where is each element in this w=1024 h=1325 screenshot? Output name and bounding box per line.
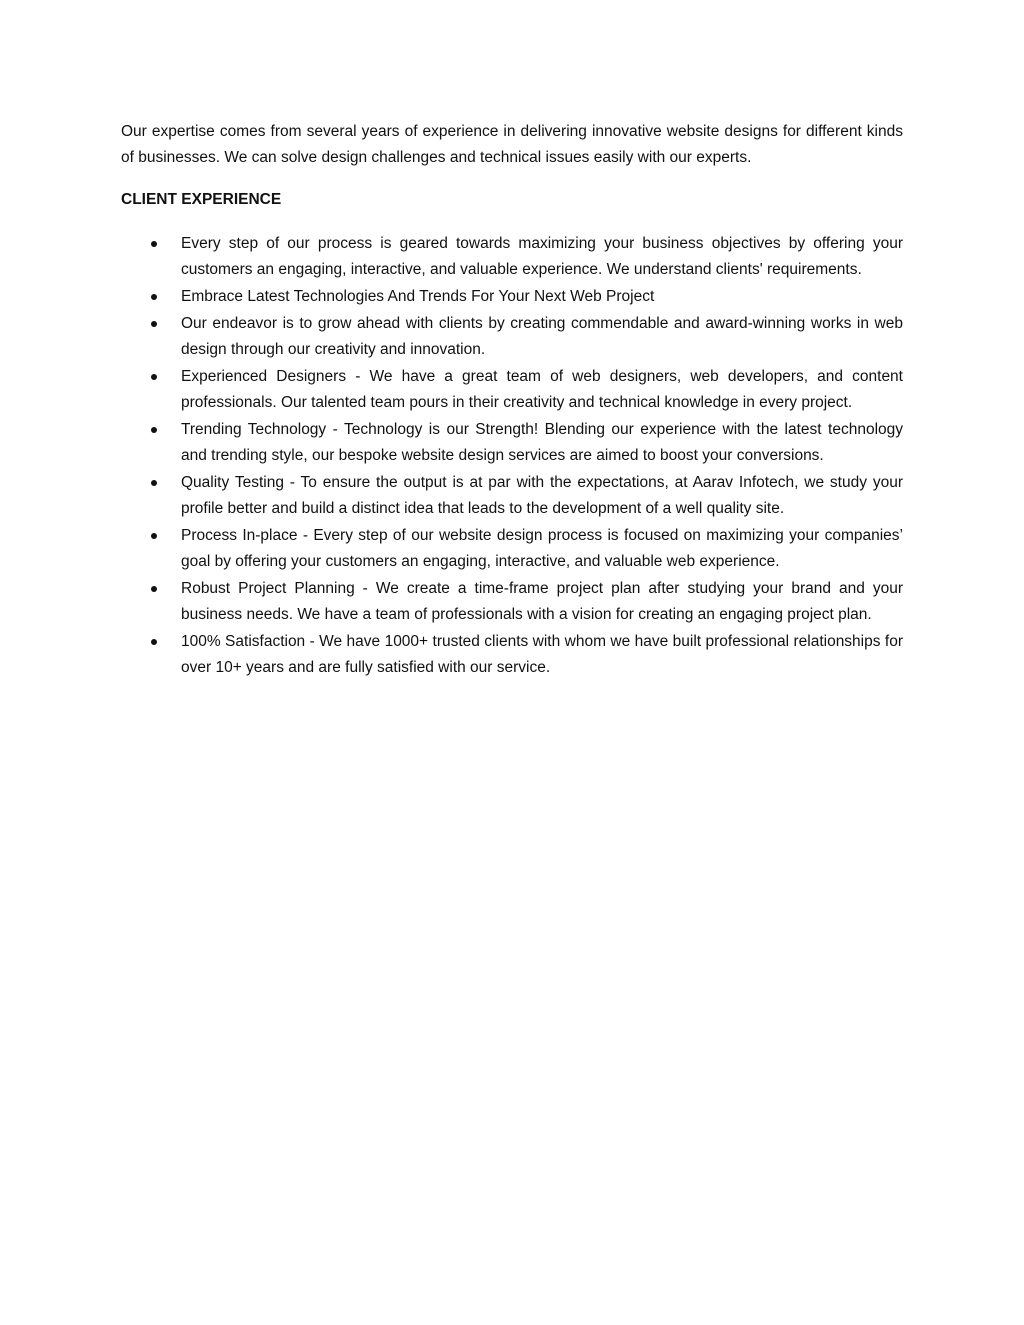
bullet-text: Trending Technology - Technology is our Strength! Blending our experience with the latest technology and trending style, our bespoke website design services are aimed to boost your conversions. [181, 421, 903, 464]
bullet-icon [151, 639, 157, 645]
bullet-text: Our endeavor is to grow ahead with clients by creating commendable and award-winning works in web design through our creativity and innovation. [181, 315, 903, 358]
bullet-text: Robust Project Planning - We create a time-frame project plan after studying your brand and your business needs. We have a team of professionals with a vision for creating an engaging project plan. [181, 580, 903, 623]
bullet-text: Quality Testing - To ensure the output is at par with the expectations, at Aarav Infotech, we study your profile better and build a distinct idea that leads to the development of a well quality site. [181, 474, 903, 517]
bullet-item [121, 417, 903, 469]
bullet-text: 100% Satisfaction - We have 1000+ trusted clients with whom we have built professional relationships for over 10+ years and are fully satisfied with our service. [181, 633, 903, 676]
bullet-icon [151, 374, 157, 380]
bullet-item [121, 364, 903, 416]
bullet-item [121, 284, 903, 310]
bullet-text: Experienced Designers - We have a great team of web designers, web developers, and content professionals. Our talented team pours in their creativity and technical knowledge in every project. [181, 368, 903, 411]
bullet-item [121, 523, 903, 575]
bullet-icon [151, 294, 157, 300]
bullet-text: Embrace Latest Technologies And Trends For Your Next Web Project [181, 288, 655, 305]
bullet-item [121, 231, 903, 283]
bullet-icon [151, 241, 157, 247]
document-page [121, 119, 903, 682]
bullet-text: Process In-place - Every step of our website design process is focused on maximizing your companies’ goal by offering your customers an engaging, interactive, and valuable web experience. [181, 527, 903, 570]
bullet-icon [151, 533, 157, 539]
bullet-item [121, 311, 903, 363]
bullet-icon [151, 586, 157, 592]
bullet-list [121, 231, 903, 681]
bullet-item [121, 629, 903, 681]
bullet-item [121, 576, 903, 628]
bullet-icon [151, 321, 157, 327]
bullet-text: Every step of our process is geared towards maximizing your business objectives by offering your customers an engaging, interactive, and valuable experience. We understand clients' requirements. [181, 235, 903, 278]
section-heading: CLIENT EXPERIENCE [121, 191, 282, 208]
intro-paragraph: Our expertise comes from several years of experience in delivering innovative website designs for different kinds of businesses. We can solve design challenges and technical issues easily with our experts. [121, 123, 903, 166]
bullet-icon [151, 427, 157, 433]
bullet-item [121, 470, 903, 522]
bullet-icon [151, 480, 157, 486]
